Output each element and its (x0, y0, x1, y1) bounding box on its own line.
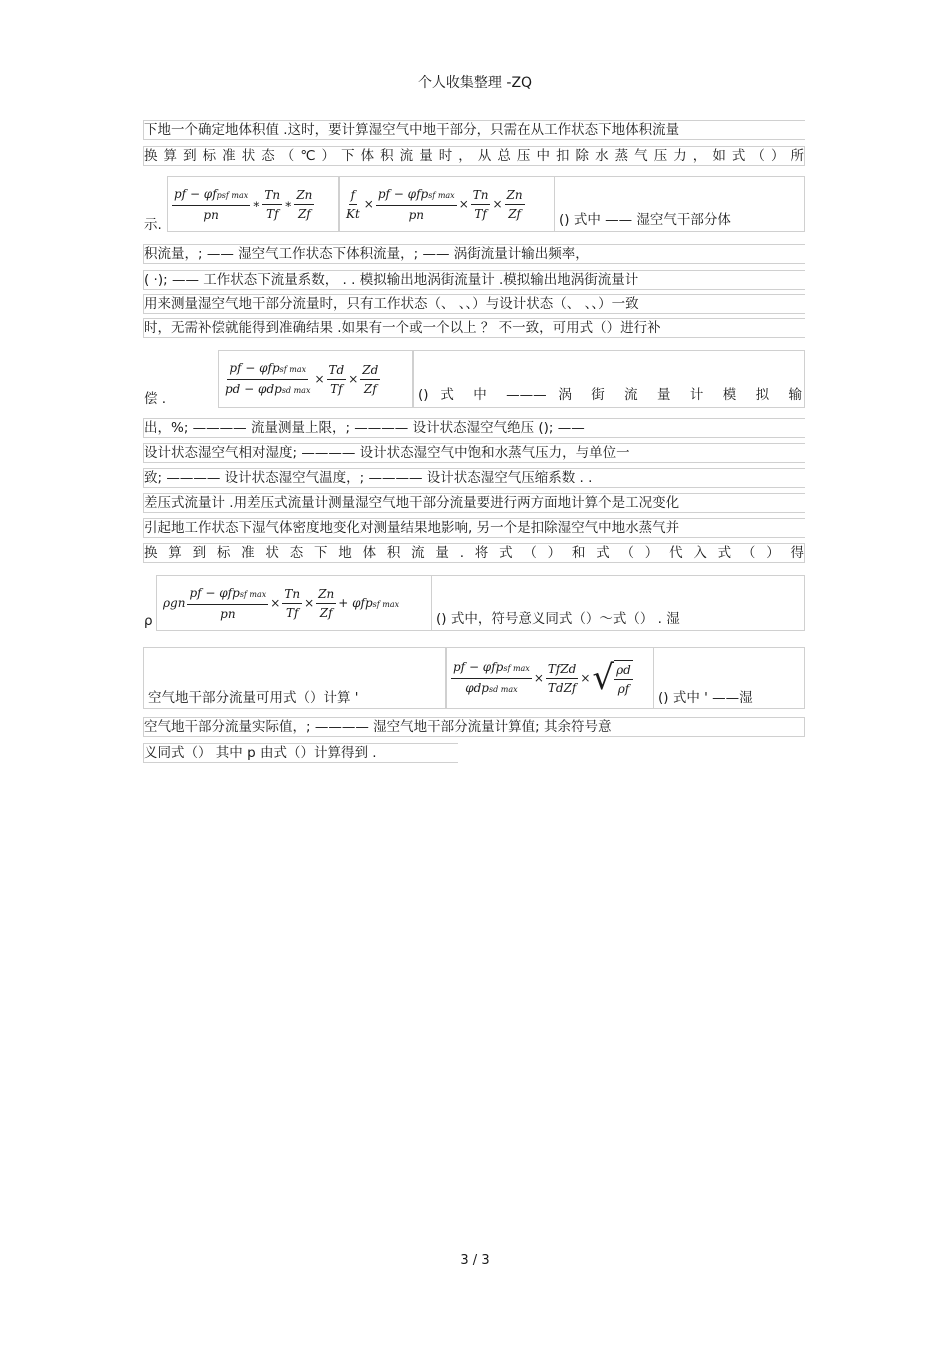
fraction: $\frac{\text{pf − φfpsf max}}{\text{pd − φdpsd max}}$ (225, 360, 311, 396)
text-line-9: 出，%; ———— 流量测量上限，; ———— 设计状态湿空气绝压 (); —— (143, 418, 805, 438)
text-line-12: 差压式流量计 .用差压式流量计测量湿空气地干部分流量要进行两方面地计算个是工况变化 (143, 493, 805, 513)
text-line-16-prefix: 空气地干部分流量可用式（）计算 ' (148, 690, 359, 706)
text-line-8-prefix: 偿 . (144, 391, 167, 407)
equation-1a: $\frac{\text{pf − φfpsf max}}{pn}$ ∗ $\frac{Tn}{Tf}$ ∗ $\frac{Zn}{Zf}$ (167, 176, 339, 232)
text-line-15-prefix: ρ (144, 613, 153, 629)
text-line-10: 设计状态湿空气相对湿度; ———— 设计状态湿空气中饱和水蒸气压力，与单位一 (143, 443, 805, 463)
fraction: $\frac{Zn}{Zf}$ (318, 586, 335, 620)
fraction: $\frac{Tn}{Tf}$ (284, 586, 301, 620)
fraction: $\frac{Td}{Tf}$ (328, 362, 345, 396)
text-line-6: 用来测量湿空气地干部分流量时，只有工作状态（、 、、）与设计状态（、 、、）一致 (143, 294, 805, 314)
fraction: $\frac{Zd}{Zf}$ (362, 362, 379, 396)
equation-4: $\frac{\text{pf − φfpsf max}}{\text{φdpsd max}}$ × $\frac{\text{TfZd}}{\text{TdZf}}$ × √ $\frac{\rho d}{\rho f}$ (446, 647, 654, 709)
fraction: $\frac{Tn}{Tf}$ (472, 187, 489, 221)
text-line-17: 空气地干部分流量实际值，; ———— 湿空气地干部分流量计算值; 其余符号意 (143, 717, 805, 737)
equation-1-tail-box (555, 176, 805, 232)
text-line-5: ( ·); —— 工作状态下流量系数， . . 模拟输出地涡街流量计 .模拟输出地涡街流量计 (143, 270, 805, 290)
text-line-18: 义同式（） 其中 p 由式（）计算得到 . (143, 743, 458, 763)
fraction: $\frac{Zn}{Zf}$ (506, 187, 523, 221)
text-line-7: 时，无需补偿就能得到准确结果 .如果有一个或一个以上 ？ 不一致，可用式（）进行补 (143, 318, 805, 338)
text-line-8-suffix: () 式 中 ——— 涡 街 流 量 计 模 拟 输 (418, 387, 802, 403)
text-line-2: 换算到标准状态（℃）下体积流量时，从总压中扣除水蒸气压力，如式（）所 (144, 148, 804, 164)
text-line-1: 下地一个确定地体积值 .这时，要计算湿空气中地干部分，只需在从工作状态下地体积流量 (143, 120, 805, 140)
equation-3: ρgn $\frac{\text{pf − φfpsf max}}{pn}$ × $\frac{Tn}{Tf}$ × $\frac{Zn}{Zf}$ + φfpsf max (156, 575, 432, 631)
fraction: $\frac{\text{TfZd}}{\text{TdZf}}$ (547, 661, 577, 695)
text-line-4: 积流量，; —— 湿空气工作状态下体积流量，; —— 涡街流量计输出频率， (143, 244, 805, 264)
text-line-15-suffix: () 式中，符号意义同式（）～式（） . 湿 (436, 611, 680, 627)
equation-2-tail-box (413, 350, 805, 408)
text-line-3-suffix: () 式中 —— 湿空气干部分体 (559, 212, 731, 228)
fraction: $\frac{\text{pf − φfpsf max}}{pn}$ (174, 186, 249, 222)
equation-4-lead-box (143, 647, 446, 709)
page-number: 3 / 3 (460, 1253, 490, 1268)
fraction: $\frac{\rho d}{\rho f}$ (616, 663, 631, 696)
square-root: √ $\frac{\rho d}{\rho f}$ (592, 658, 631, 698)
equation-1b: $\frac{f}{Kt}$ × $\frac{\text{pf − φfpsf max}}{pn}$ × $\frac{Tn}{Tf}$ × $\frac{Zn}{Zf}$ (339, 176, 555, 232)
fraction: $\frac{\text{pf − φfpsf max}}{pn}$ (377, 186, 455, 222)
fraction: $\frac{Tn}{Tf}$ (264, 187, 281, 221)
text-line-11: 致; ———— 设计状态湿空气温度，; ———— 设计状态湿空气压缩系数 . . (143, 468, 805, 488)
fraction: $\frac{\text{pf − φfpsf max}}{pn}$ (189, 585, 267, 621)
equation-2: $\frac{\text{pf − φfpsf max}}{\text{pd − φdpsd max}}$ × $\frac{Td}{Tf}$ × $\frac{Zd}{Zf}$ (218, 350, 413, 408)
text-line-14: 换算到标准状态下地体积流量.将式（）和式（）代入式（）得 (144, 545, 804, 561)
fraction: $\frac{Zn}{Zf}$ (296, 187, 313, 221)
text-line-16-suffix: () 式中 ' ——湿 (658, 690, 753, 706)
equation-4-tail-box (654, 647, 805, 709)
page-header: 个人收集整理 -ZQ (417, 75, 533, 91)
text-line-3-prefix: 示. (144, 217, 162, 233)
text-line-13: 引起地工作状态下湿气体密度地变化对测量结果地影响, 另一个是扣除湿空气中地水蒸气并 (143, 518, 805, 538)
fraction: $\frac{f}{Kt}$ (346, 187, 360, 221)
equation-3-tail-box (432, 575, 805, 631)
fraction: $\frac{\text{pf − φfpsf max}}{\text{φdpsd max}}$ (453, 659, 530, 695)
